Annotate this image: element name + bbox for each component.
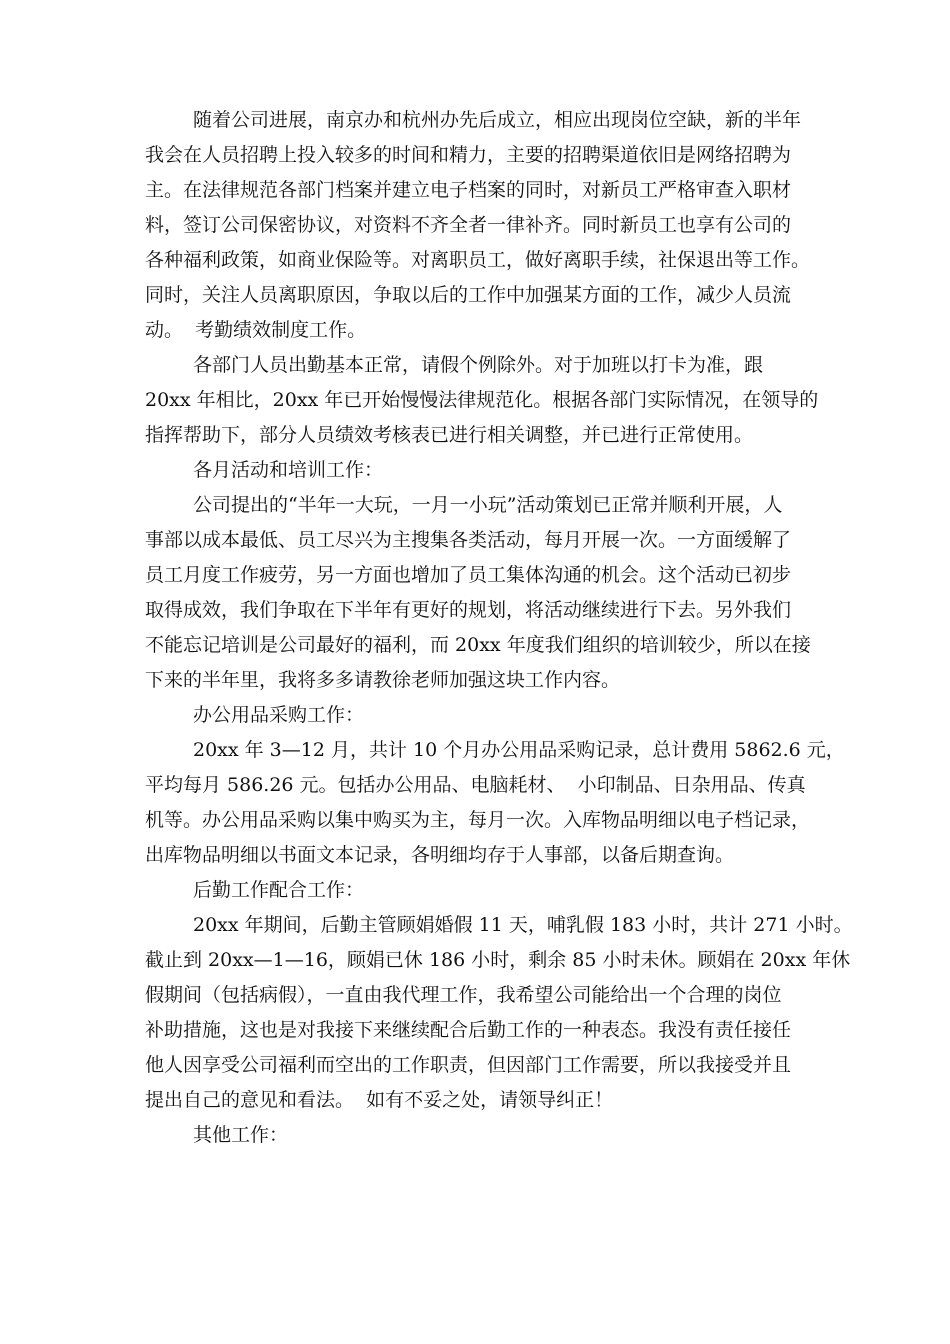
text-line: 假期间（包括病假），一直由我代理工作，我希望公司能给出一个合理的岗位 (145, 984, 782, 1006)
text-line: 公司提出的“半年一大玩，一月一小玩”活动策划已正常并顺利开展，人 (193, 494, 783, 516)
text-line: 各种福利政策，如商业保险等。对离职员工，做好离职手续，社保退出等工作。 (145, 249, 811, 271)
text-line: 平均每月 586.26 元。包括办公用品、电脑耗材、 小印制品、日杂用品、传真 (145, 774, 806, 796)
section-heading: 办公用品采购工作： (193, 704, 365, 726)
text-line: 我会在人员招聘上投入较多的时间和精力，主要的招聘渠道依旧是网络招聘为 (145, 144, 792, 166)
text-line: 不能忘记培训是公司最好的福利，而 20xx 年度我们组织的培训较少，所以在接 (145, 634, 811, 656)
text-line: 20xx 年相比，20xx 年已开始慢慢法律规范化。根据各部门实际情况，在领导的 (145, 389, 819, 411)
text-line: 指挥帮助下，部分人员绩效考核表已进行相关调整，并已进行正常使用。 (145, 424, 754, 446)
text-line: 20xx 年 3—12 月，共计 10 个月办公用品采购记录，总计费用 5862.6 元， (193, 739, 845, 761)
section-heading: 后勤工作配合工作： (193, 879, 365, 901)
text-line: 下来的半年里，我将多多请教徐老师加强这块工作内容。 (145, 669, 621, 691)
text-line: 机等。办公用品采购以集中购买为主，每月一次。入库物品明细以电子档记录， (145, 809, 811, 831)
text-line: 料，签订公司保密协议，对资料不齐全者一律补齐。同时新员工也享有公司的 (145, 214, 792, 236)
text-line: 提出自己的意见和看法。 如有不妥之处，请领导纠正！ (145, 1089, 614, 1111)
text-line: 出库物品明细以书面文本记录，各明细均存于人事部，以备后期查询。 (145, 844, 735, 866)
text-line: 随着公司进展，南京办和杭州办先后成立，相应出现岗位空缺，新的半年 (193, 109, 802, 131)
text-line: 事部以成本最低、员工尽兴为主搜集各类活动，每月开展一次。一方面缓解了 (145, 529, 792, 551)
text-line: 动。 考勤绩效制度工作。 (145, 319, 367, 341)
text-line: 20xx 年期间，后勤主管顾娟婚假 11 天，哺乳假 183 小时，共计 271 小时。 (193, 914, 853, 936)
document-body (145, 103, 853, 1153)
text-line: 主。在法律规范各部门档案并建立电子档案的同时，对新员工严格审查入职材 (145, 179, 792, 201)
text-line: 各部门人员出勤基本正常，请假个例除外。对于加班以打卡为准，跟 (193, 354, 764, 376)
text-line: 截止到 20xx—1—16，顾娟已休 186 小时，剩余 85 小时未休。顾娟在 20xx 年休 (145, 949, 851, 971)
text-line: 取得成效，我们争取在下半年有更好的规划，将活动继续进行下去。另外我们 (145, 599, 792, 621)
text-line: 员工月度工作疲劳，另一方面也增加了员工集体沟通的机会。这个活动已初步 (145, 564, 792, 586)
text-line: 同时，关注人员离职原因，争取以后的工作中加强某方面的工作，减少人员流 (145, 284, 792, 306)
section-heading: 其他工作： (193, 1124, 289, 1146)
section-heading: 各月活动和培训工作： (193, 459, 384, 481)
text-line: 补助措施，这也是对我接下来继续配合后勤工作的一种表态。我没有责任接任 (145, 1019, 792, 1041)
text-line: 他人因享受公司福利而空出的工作职责，但因部门工作需要，所以我接受并且 (145, 1054, 792, 1076)
